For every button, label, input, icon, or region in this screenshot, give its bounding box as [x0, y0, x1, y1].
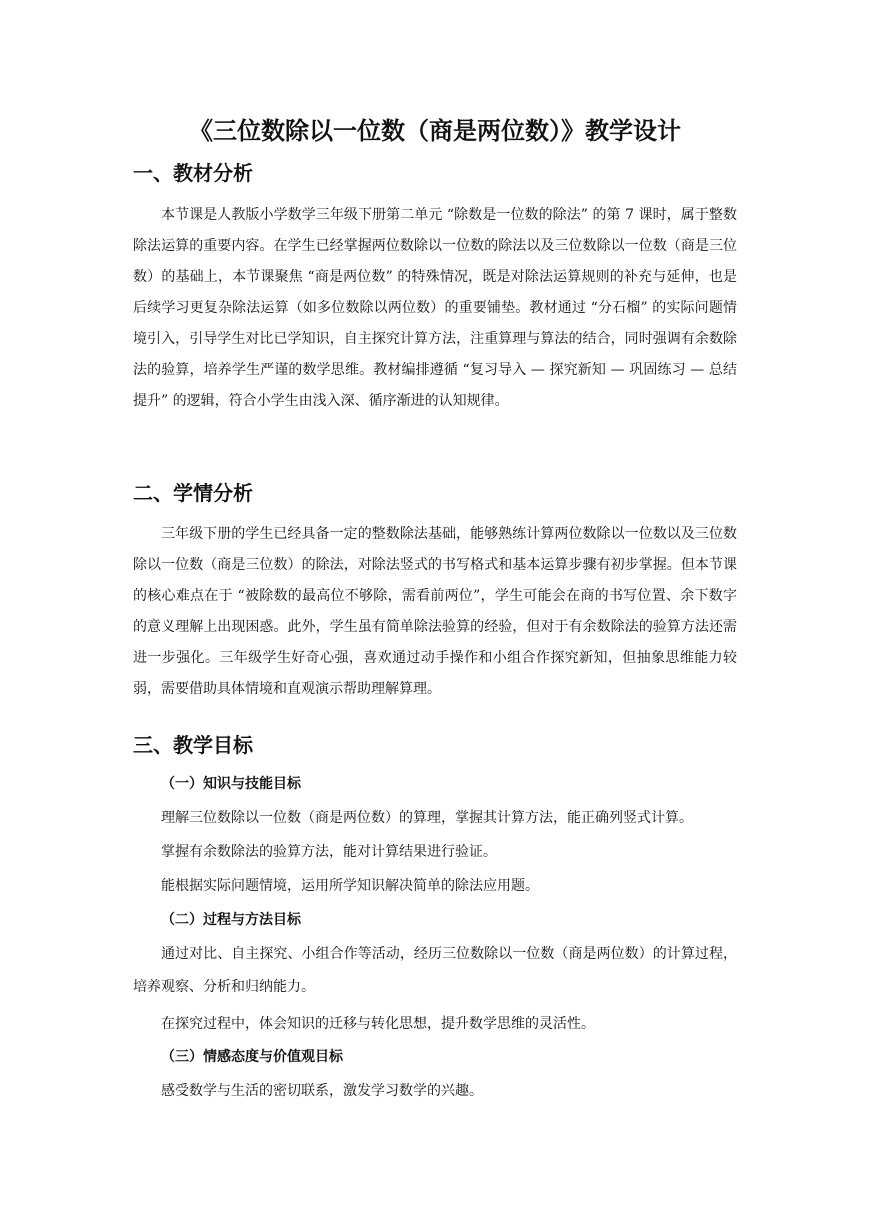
goal-item: 掌握有余数除法的验算方法，能对计算结果进行验证。	[161, 844, 497, 860]
goal-item: 理解三位数除以一位数（商是两位数）的算理，掌握其计算方法，能正确列竖式计算。	[161, 810, 693, 826]
goal-item: 在探究过程中，体会知识的迁移与转化思想，提升数学思维的灵活性。	[161, 1016, 595, 1032]
subheading-attitude-values: （三）情感态度与价值观目标	[161, 1049, 343, 1065]
subheading-process-methods: （二）过程与方法目标	[161, 912, 301, 928]
section-heading-student-analysis: 二、学情分析	[133, 481, 253, 505]
section-heading-textbook-analysis: 一、教材分析	[133, 161, 253, 185]
goal-item: 通过对比、自主探究、小组合作等活动，经历三位数除以一位数（商是两位数）的计算过程，培养观察、分析和归纳能力。	[133, 946, 737, 995]
section-paragraph-textbook-analysis: 本节课是人教版小学数学三年级下册第二单元 “除数是一位数的除法” 的第 7 课时，属于整数除法运算的重要内容。在学生已经掌握两位数除以一位数的除法以及三位数除以一位数（商是三位数）的基础上，本节课聚焦 “商是两位数” 的特殊情况，既是对除法运算规则的补充与延伸，也是后续学习更复杂除法运算（如多位数除以两位数）的重要铺垫。教材通过 “分石榴” 的实际问题情境引入，引导学生对比已学知识，自主探究计算方法，注重算理与算法的结合，同时强调有余数除法的验算，培养学生严谨的数学思维。教材编排遵循 “复习导入 — 探究新知 — 巩固练习 — 总结提升” 的逻辑，符合小学生由浅入深、循序渐进的认知规律。	[133, 207, 737, 409]
goal-item: 感受数学与生活的密切联系，激发学习数学的兴趣。	[161, 1083, 483, 1099]
subheading-knowledge-skills: （一）知识与技能目标	[161, 776, 301, 792]
goal-item: 能根据实际问题情境，运用所学知识解决简单的除法应用题。	[161, 878, 539, 894]
document-title: 《三位数除以一位数（商是两位数）》教学设计	[189, 117, 681, 145]
section-paragraph-student-analysis: 三年级下册的学生已经具备一定的整数除法基础，能够熟练计算两位数除以一位数以及三位数除以一位数（商是三位数）的除法，对除法竖式的书写格式和基本运算步骤有初步掌握。但本节课的核心难点在于 “被除数的最高位不够除，需看前两位”，学生可能会在商的书写位置、余下数字的意义理解上出现困惑。此外，学生虽有简单除法验算的经验，但对于有余数除法的验算方法还需进一步强化。三年级学生好奇心强，喜欢通过动手操作和小组合作探究新知，但抽象思维能力较弱，需要借助具体情境和直观演示帮助理解算理。	[133, 526, 737, 697]
section-heading-teaching-goals: 三、教学目标	[133, 733, 253, 757]
